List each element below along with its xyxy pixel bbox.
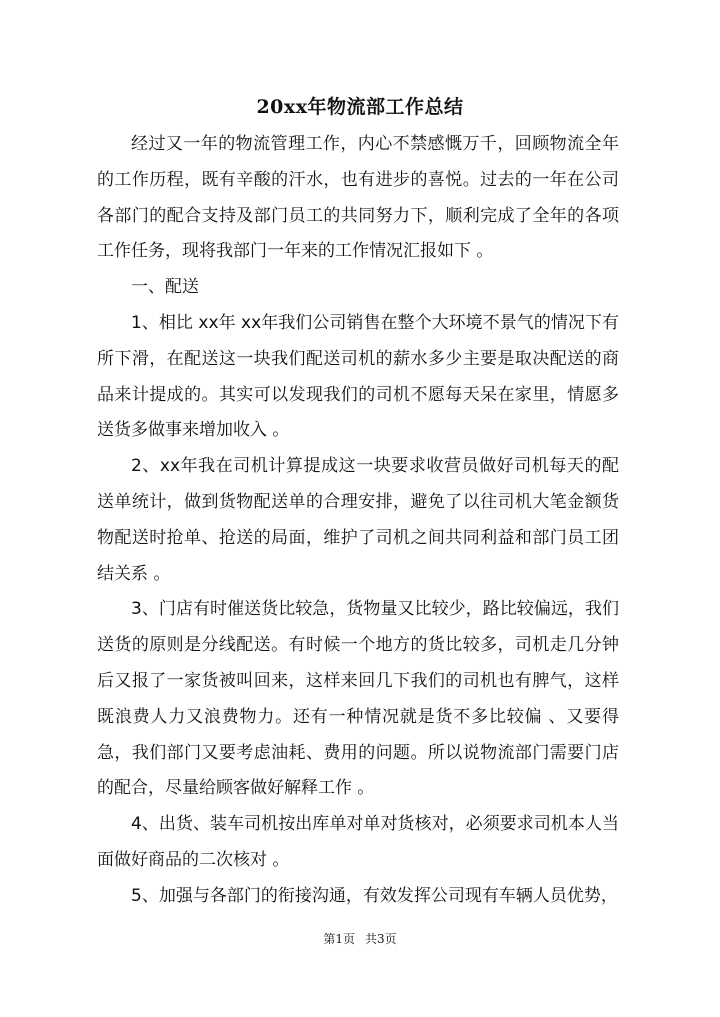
paragraph-intro: 经过又一年的物流管理工作，内心不禁感慨万千，回顾物流全年的工作历程，既有辛酸的汗水，也有进步的喜悦。过去的一年在公司各部门的配合支持及部门员工的共同努力下，顺利完成了全年的各项工作任务，现将我部门一年来的工作情况汇报如下 。 — [97, 134, 619, 262]
page-number: 第1页 — [323, 932, 355, 946]
paragraph-item-3: 3、门店有时催送货比较急，货物量又比较少，路比较偏远，我们送货的原则是分线配送。有时候一个地方的货比较多，司机走几分钟后又报了一家货被叫回来，这样来回几下我们的司机也有脾气，这样既浪费人力又浪费物力。还有一种情况就是货不多比较偏 、又要得急，我们部门又要考虑油耗、费用的问题。所以说物流部门需要门店的配合，尽量给顾客做好解释工作 。 — [97, 599, 619, 799]
document-title: 20xx年物流部工作总结 — [256, 96, 464, 118]
document-body — [97, 127, 619, 915]
paragraph-item-4: 4、出货、装车司机按出库单对单对货核对，必须要求司机本人当面做好商品的二次核对 。 — [97, 814, 619, 870]
paragraph-item-2: 2、xx年我在司机计算提成这一块要求收营员做好司机每天的配送单统计，做到货物配送单的合理安排，避免了以往司机大笔金额货物配送时抢单、抢送的局面，维护了司机之间共同利益和部门员工团结关系 。 — [97, 456, 619, 584]
page-footer — [0, 931, 720, 947]
page-total: 共3页 — [365, 932, 397, 946]
paragraph-item-1: 1、相比 xx年 xx年我们公司销售在整个大环境不景气的情况下有所下滑，在配送这一块我们配送司机的薪水多少主要是取决配送的商品来计提成的。其实可以发现我们的司机不愿每天呆在家里，情愿多送货多做事来增加收入 。 — [97, 312, 619, 441]
paragraph-item-5: 5、加强与各部门的衔接沟通，有效发挥公司现有车辆人员优势， — [131, 885, 618, 906]
section-heading-delivery: 一、配送 — [131, 277, 199, 298]
